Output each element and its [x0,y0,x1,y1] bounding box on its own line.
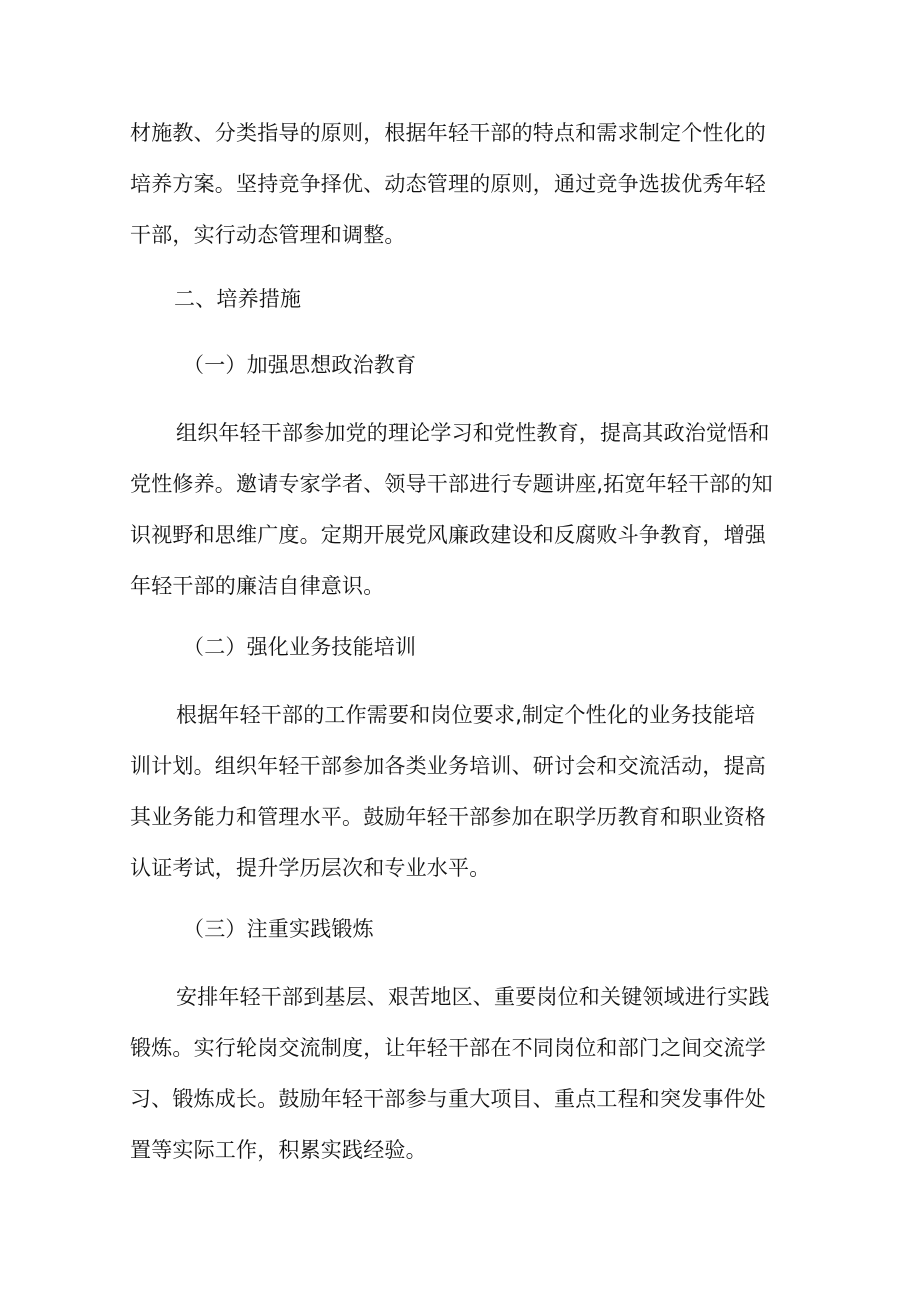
paragraph-intro-line-1: 材施教、分类指导的原则，根据年轻干部的特点和需求制定个性化的 [130,121,766,145]
subsection-1-line-4: 年轻干部的廉洁自律意识。 [130,574,385,598]
subsection-3-line-1: 安排年轻干部到基层、艰苦地区、重要岗位和关键领域进行实践 [176,985,770,1009]
section-heading-two: 二、培养措施 [174,287,302,311]
subsection-3-line-2: 锻炼。实行轮岗交流制度，让年轻干部在不同岗位和部门之间交流学 [130,1036,766,1060]
subsection-1-line-2: 党性修养。邀请专家学者、领导干部进行专题讲座,拓宽年轻干部的知 [130,472,773,496]
subsection-2-line-2: 训计划。组织年轻干部参加各类业务培训、研讨会和交流活动，提高 [130,754,766,778]
subsection-heading-1: （一）加强思想政治教育 [183,353,417,377]
subsection-3-line-3: 习、锻炼成长。鼓励年轻干部参与重大项目、重点工程和突发事件处 [130,1087,766,1111]
subsection-1-line-1: 组织年轻干部参加党的理论学习和党性教育，提高其政治觉悟和 [176,421,770,445]
subsection-2-line-4: 认证考试，提升学历层次和专业水平。 [130,856,491,880]
subsection-heading-3: （三）注重实践锻炼 [183,917,374,941]
subsection-2-line-1: 根据年轻干部的工作需要和岗位要求,制定个性化的业务技能培 [176,703,756,727]
subsection-3-line-4: 置等实际工作，积累实践经验。 [130,1138,427,1162]
subsection-2-line-3: 其业务能力和管理水平。鼓励年轻干部参加在职学历教育和职业资格 [130,805,766,829]
paragraph-intro-line-3: 干部，实行动态管理和调整。 [130,223,406,247]
subsection-heading-2: （二）强化业务技能培训 [183,635,417,659]
subsection-1-line-3: 识视野和思维广度。定期开展党风廉政建设和反腐败斗争教育，增强 [130,523,766,547]
paragraph-intro-line-2: 培养方案。坚持竞争择优、动态管理的原则，通过竞争选拔优秀年轻 [130,172,766,196]
